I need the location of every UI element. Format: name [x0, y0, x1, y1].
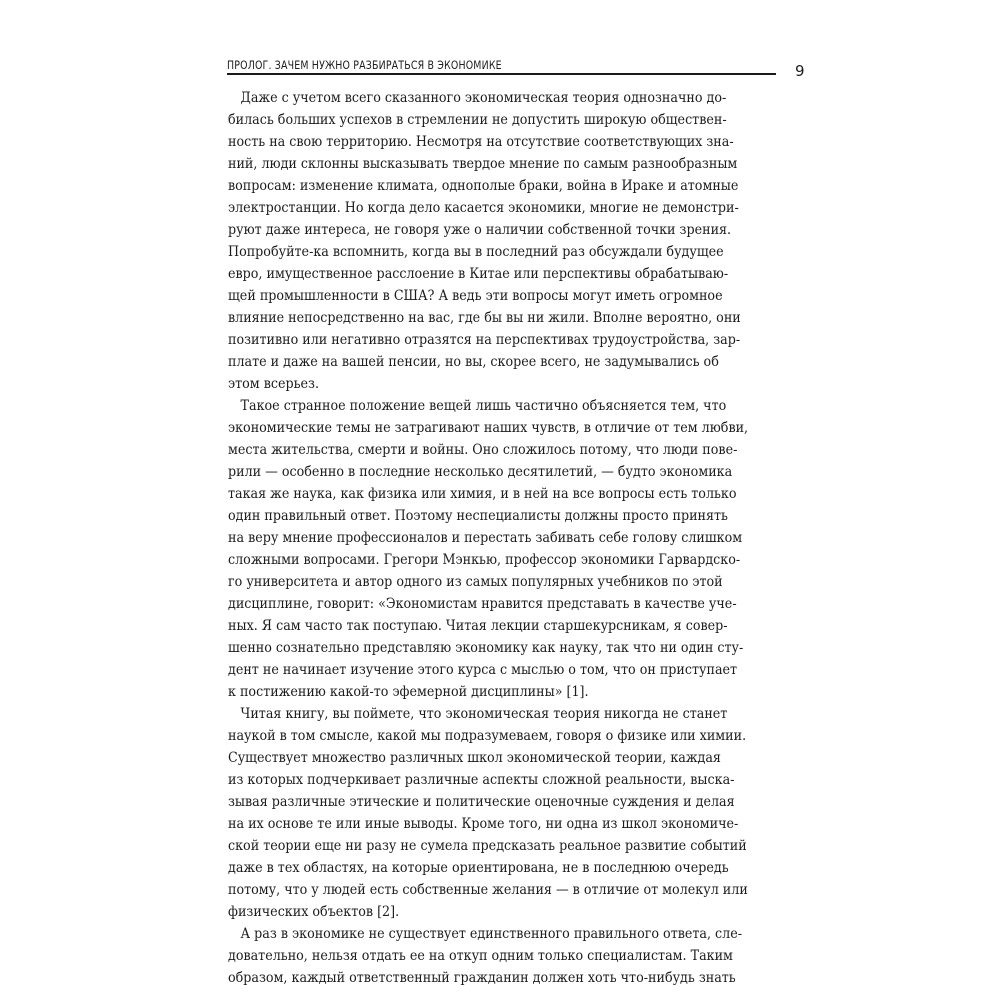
- paragraph: [228, 923, 767, 989]
- text-line: Читая книгу, вы поймете, что экономическая теория никогда не станет: [240, 706, 728, 722]
- text-line: наукой в том смысле, какой мы подразумеваем, говоря о физике или химии.: [228, 728, 747, 744]
- running-header: [227, 52, 776, 76]
- text-line: на их основе те или иные выводы. Кроме того, ни одна из школ экономиче-: [228, 816, 739, 832]
- paragraph: [228, 87, 767, 395]
- text-line: руют даже интереса, не говоря уже о наличии собственной точки зрения.: [228, 222, 732, 238]
- text-line: сложными вопросами. Грегори Мэнкью, профессор экономики Гарвардско-: [228, 552, 741, 568]
- text-line: влияние непосредственно на вас, где бы вы ни жили. Вполне вероятно, они: [228, 310, 741, 326]
- text-line: ний, люди склонны высказывать твердое мнение по самым разнообразным: [228, 156, 738, 172]
- text-line: рили — особенно в последние несколько десятилетий, — будто экономика: [228, 464, 733, 480]
- text-line: ской теории еще ни разу не сумела предсказать реальное развитие событий: [228, 838, 747, 854]
- text-line: А раз в экономике не существует единственного правильного ответа, сле-: [240, 926, 743, 942]
- text-line: даже в тех областях, на которые ориентирована, не в последнюю очередь: [228, 860, 729, 876]
- text-line: ность на свою территорию. Несмотря на отсутствие соответствующих зна-: [228, 134, 734, 150]
- text-line: плате и даже на вашей пенсии, но вы, скорее всего, не задумывались об: [228, 354, 719, 370]
- text-line: зывая различные этические и политические оценочные суждения и делая: [228, 794, 735, 810]
- text-line: образом, каждый ответственный гражданин должен хоть что-нибудь знать: [228, 970, 736, 986]
- header-rule: [227, 73, 776, 75]
- text-line: на веру мнение профессионалов и перестать забивать себе голову слишком: [228, 530, 743, 546]
- running-title: ПРОЛОГ. ЗАЧЕМ НУЖНО РАЗБИРАТЬСЯ В ЭКОНОМИКЕ: [227, 58, 502, 72]
- text-line: физических объектов [2].: [228, 904, 400, 920]
- text-line: этом всерьез.: [228, 376, 319, 392]
- text-line: щей промышленности в США? А ведь эти вопросы могут иметь огромное: [228, 288, 723, 304]
- body-text: [228, 87, 767, 989]
- text-line: потому, что у людей есть собственные желания — в отличие от молекул или: [228, 882, 748, 898]
- text-line: электростанции. Но когда дело касается экономики, многие не демонстри-: [228, 200, 739, 216]
- text-line: один правильный ответ. Поэтому неспециалисты должны просто принять: [228, 508, 728, 524]
- text-line: ных. Я сам часто так поступаю. Читая лекции старшекурсникам, я совер-: [228, 618, 728, 634]
- text-line: экономические темы не затрагивают наших чувств, в отличие от тем любви,: [228, 420, 749, 436]
- text-line: места жительства, смерти и войны. Оно сложилось потому, что люди пове-: [228, 442, 738, 458]
- text-line: позитивно или негативно отразятся на перспективах трудоустройства, зар-: [228, 332, 741, 348]
- text-line: Существует множество различных школ экономической теории, каждая: [228, 750, 721, 766]
- text-line: Даже с учетом всего сказанного экономическая теория однозначно до-: [240, 90, 727, 106]
- text-line: евро, имущественное расслоение в Китае или перспективы обрабатываю-: [228, 266, 729, 282]
- page-number: 9: [795, 62, 805, 80]
- text-line: Такое странное положение вещей лишь частично объясняется тем, что: [240, 398, 727, 414]
- text-line: из которых подчеркивает различные аспекты сложной реальности, выска-: [228, 772, 735, 788]
- text-line: довательно, нельзя отдать ее на откуп одним только специалистам. Таким: [228, 948, 733, 964]
- text-line: такая же наука, как физика или химия, и в ней на все вопросы есть только: [228, 486, 737, 502]
- paragraph: [228, 703, 767, 923]
- text-line: го университета и автор одного из самых популярных учебников по этой: [228, 574, 723, 590]
- text-line: шенно сознательно представляю экономику как науку, так что ни один сту-: [228, 640, 744, 656]
- text-line: билась больших успехов в стремлении не допустить широкую обществен-: [228, 112, 727, 128]
- paragraph: [228, 395, 767, 703]
- text-line: к постижению какой-то эфемерной дисциплины» [1].: [228, 684, 589, 700]
- text-line: Попробуйте-ка вспомнить, когда вы в последний раз обсуждали будущее: [228, 244, 724, 260]
- text-line: дент не начинает изучение этого курса с мыслью о том, что он приступает: [228, 662, 738, 678]
- text-line: вопросам: изменение климата, однополые браки, война в Ираке и атомные: [228, 178, 739, 194]
- text-line: дисциплине, говорит: «Экономистам нравится представать в качестве уче-: [228, 596, 737, 612]
